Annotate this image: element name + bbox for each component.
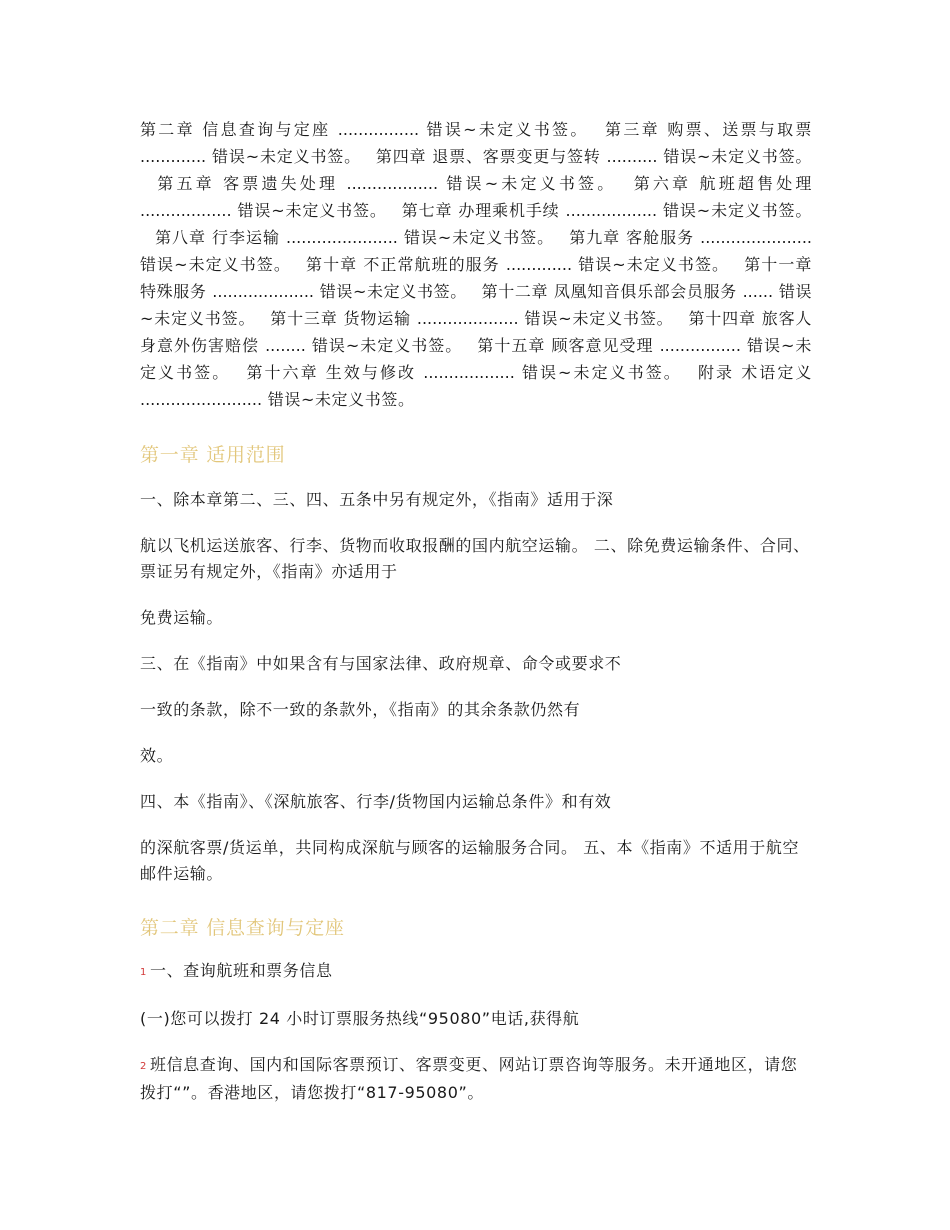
toc-leader-dots: ............. <box>505 255 573 274</box>
toc-leader-dots: ...... <box>742 282 774 301</box>
toc-error-text: 错误~未定义书签。 <box>237 201 387 220</box>
toc-leader-dots: ............. <box>140 147 207 166</box>
toc-leader-dots: .................. <box>423 363 515 382</box>
toc-entry-title: 第二章 信息查询与定座 <box>140 120 331 139</box>
toc-error-text: 错误~未定义书签。 <box>319 282 467 301</box>
chapter-2-item <box>140 958 812 986</box>
toc-leader-dots: .................... <box>212 282 314 301</box>
toc-entry-title: 第十三章 货物运输 <box>270 309 411 328</box>
table-of-contents <box>140 116 812 413</box>
toc-error-text: 错误~未定义书签。 <box>521 363 682 382</box>
toc-leader-dots: .................. <box>346 174 439 193</box>
document-page <box>140 116 812 1106</box>
toc-error-text: 错误~未定义书签。 <box>446 174 617 193</box>
toc-leader-dots: ................ <box>659 336 741 355</box>
toc-entry-title: 第十二章 凤凰知音俱乐部会员服务 <box>481 282 737 301</box>
toc-error-text: 错误~未定义书签。 <box>140 255 291 274</box>
toc-entry[interactable] <box>155 228 554 247</box>
toc-leader-dots: ...................... <box>700 228 813 247</box>
toc-entry[interactable] <box>140 120 589 139</box>
chapter-1-paragraph: 免费运输。 <box>140 608 224 627</box>
chapter-2-item-text: 班信息查询、国内和国际客票预订、客票变更、网站订票咨询等服务。未开通地区，请您拨打“”。香港地区，请您拨打“817-95080”。 <box>140 1055 798 1102</box>
toc-entry[interactable] <box>402 201 812 220</box>
toc-entry[interactable] <box>157 174 616 193</box>
chapter-2-item-text: 一、查询航班和票务信息 <box>149 961 333 980</box>
toc-entry[interactable] <box>270 309 673 328</box>
chapter-1-heading: 第一章 适用范围 <box>140 444 286 466</box>
toc-entry-title: 附录 术语定义 <box>698 363 813 382</box>
toc-error-text: 错误~未定义书签。 <box>663 201 813 220</box>
chapter-1-paragraph: 一致的条款，除不一致的条款外，《指南》的其余条款仍然有 <box>140 700 581 719</box>
toc-entry-title: 第十五章 顾客意见受理 <box>477 336 654 355</box>
toc-entry[interactable] <box>376 147 812 166</box>
toc-error-text: 错误~未定义书签。 <box>403 228 555 247</box>
toc-leader-dots: ........................ <box>140 390 263 409</box>
chapter-2-item <box>140 1052 812 1106</box>
toc-entry-title: 第六章 航班超售处理 <box>633 174 813 193</box>
toc-error-text: 错误~未定义书签。 <box>267 390 415 409</box>
toc-entry-title: 第九章 客舱服务 <box>569 228 695 247</box>
chapter-1-paragraph: 四、本《指南》、《深航旅客、行李/货物国内运输总条件》和有效 <box>140 792 612 811</box>
toc-leader-dots: ........ <box>265 336 306 355</box>
toc-error-text: 错误~未定义书签。 <box>524 309 674 328</box>
toc-entry-title: 第五章 客票遗失处理 <box>157 174 339 193</box>
toc-error-text: 错误~未定义书签。 <box>426 120 589 139</box>
toc-leader-dots: ................ <box>337 120 420 139</box>
toc-leader-dots: .................. <box>140 201 232 220</box>
toc-leader-dots: .................. <box>565 201 658 220</box>
toc-entry-title: 第三章 购票、送票与取票 <box>605 120 813 139</box>
chapter-1-paragraph: 一、除本章第二、三、四、五条中另有规定外，《指南》适用于深 <box>140 490 614 509</box>
chapter-2-item <box>140 1006 812 1032</box>
toc-entry-title: 第十一章 特殊服务 <box>140 255 812 301</box>
footnote-marker: 2 <box>140 1061 147 1072</box>
chapter-1-paragraph: 航以飞机运送旅客、行李、货物而收取报酬的国内航空运输。 二、除免费运输条件、合同、票证另有规定外，《指南》亦适用于 <box>140 536 810 581</box>
chapter-1-paragraph: 效。 <box>140 746 174 765</box>
toc-leader-dots: ...................... <box>286 228 398 247</box>
toc-entry[interactable] <box>306 255 729 274</box>
toc-entry-title: 第七章 办理乘机手续 <box>401 201 560 220</box>
toc-leader-dots: .................... <box>416 309 519 328</box>
toc-error-text: 错误~未定义书签。 <box>140 336 813 382</box>
chapter-1-paragraph: 三、在《指南》中如果含有与国家法律、政府规章、命令或要求不 <box>140 654 622 673</box>
toc-entry[interactable] <box>246 363 681 382</box>
chapter-1-paragraph: 的深航客票/货运单，共同构成深航与顾客的运输服务合同。 五、本《指南》不适用于航空邮件运输。 <box>140 838 800 883</box>
toc-entry-title: 第八章 行李运输 <box>155 228 280 247</box>
chapter-2-heading: 第二章 信息查询与定座 <box>140 917 345 939</box>
toc-entry-title: 第十六章 生效与修改 <box>246 363 417 382</box>
toc-entry-title: 第十章 不正常航班的服务 <box>306 255 500 274</box>
toc-entry-title: 第十四章 旅客人身意外伤害赔偿 <box>140 309 813 355</box>
toc-error-text: 错误~未定义书签。 <box>212 147 361 166</box>
toc-leader-dots: .......... <box>606 147 658 166</box>
footnote-marker: 1 <box>140 967 147 978</box>
toc-error-text: 错误~未定义书签。 <box>140 282 813 328</box>
toc-error-text: 错误~未定义书签。 <box>311 336 463 355</box>
toc-error-text: 错误~未定义书签。 <box>578 255 730 274</box>
chapter-2-item-text: (一)您可以拨打 24 小时订票服务热线“95080”电话,获得航 <box>140 1009 580 1028</box>
toc-error-text: 错误~未定义书签。 <box>663 147 812 166</box>
toc-entry-title: 第四章 退票、客票变更与签转 <box>375 147 601 166</box>
